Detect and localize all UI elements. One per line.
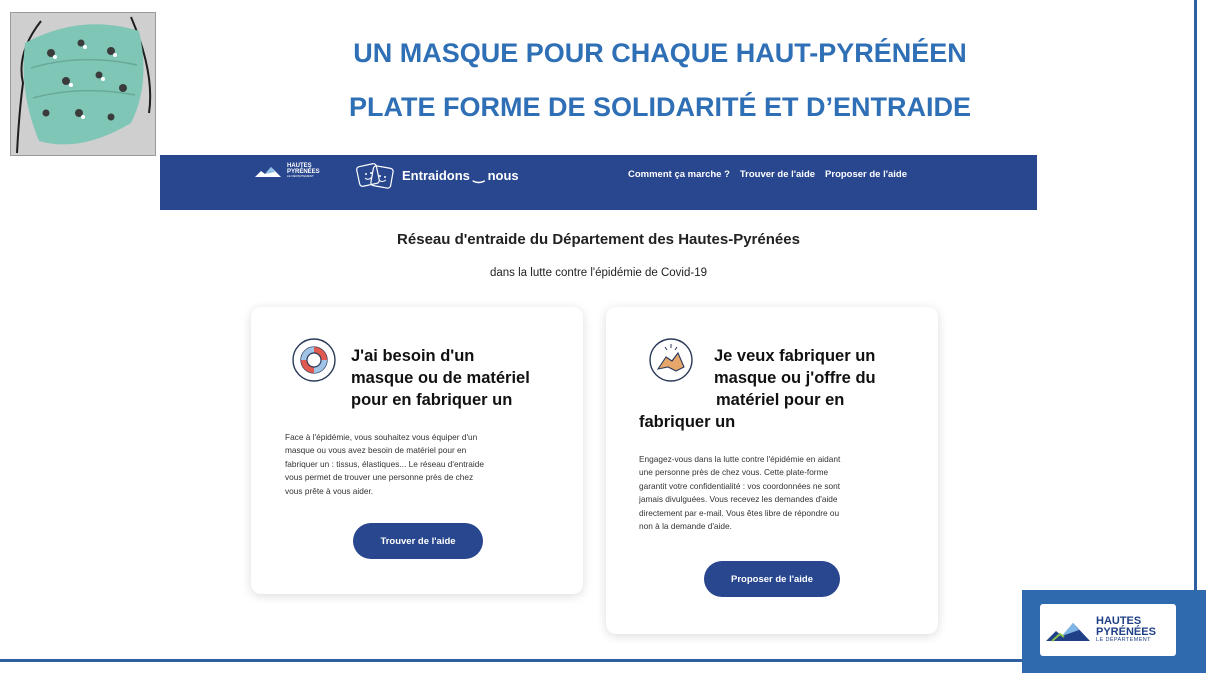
nav-logo-line-2: PYRÉNÉES <box>287 169 320 175</box>
card-offer-body-line: non à la demande d'aide. <box>639 521 732 532</box>
card-need-body <box>285 431 575 498</box>
card-offer-title-line: matériel pour en <box>716 391 845 409</box>
card-offer-title-line: masque ou j'offre du <box>714 369 876 387</box>
nav-link-proposer-aide[interactable]: Proposer de l'aide <box>825 169 908 180</box>
card-offer-title-line: Je veux fabriquer un <box>714 347 876 365</box>
slide-title-line-1: UN MASQUE POUR CHAQUE HAUT-PYRÉNÉEN <box>353 38 967 68</box>
card-need-body-line: fabriquer un : tissus, élastiques... Le réseau d'entraide <box>285 458 484 469</box>
nav-logo-line-1: HAUTES <box>287 163 312 169</box>
slide-title <box>160 26 1160 134</box>
card-offer-title <box>714 345 876 411</box>
logo-line-3: LE DÉPARTEMENT <box>1096 637 1151 644</box>
site-subheading: dans la lutte contre l'épidémie de Covid-19 <box>490 267 707 279</box>
website-screenshot <box>160 155 1037 645</box>
card-need-body-line: vous prête à vous aider. <box>285 485 374 496</box>
card-offer-body-line: Engagez-vous dans la lutte contre l'épidémie en aidant <box>639 454 841 464</box>
card-need-body-line: Face à l'épidémie, vous souhaitez vous équiper d'un <box>285 432 478 442</box>
faces-icon <box>356 161 396 191</box>
card-need-title-line: J'ai besoin d'un <box>351 347 475 365</box>
nav-link-comment-ca-marche[interactable]: Comment ça marche ? <box>628 169 730 180</box>
mask-image <box>11 13 155 155</box>
card-need-mask <box>251 307 583 594</box>
proposer-aide-button[interactable]: Proposer de l'aide <box>704 561 840 597</box>
card-need-title-line: masque ou de matériel <box>351 369 530 387</box>
card-offer-body-line: jamais divulguées. Vous recevez les demandes d'aide <box>639 494 838 505</box>
site-heading: Réseau d'entraide du Département des Hautes-Pyrénées <box>397 231 800 248</box>
card-offer-body-line: directement par e-mail. Vous êtes libre de répondre ou <box>639 507 840 518</box>
card-offer-body-line: une personne près de chez vous. Cette plate-forme <box>639 467 829 478</box>
nav-links <box>628 169 907 180</box>
card-offer-title-last-line: fabriquer un <box>639 413 736 431</box>
card-offer-help <box>606 307 938 634</box>
mountain-logo-icon <box>255 164 281 178</box>
slide-title-line-2: PLATE FORME DE SOLIDARITÉ ET D’ENTRAIDE <box>348 92 971 122</box>
nav-logo[interactable] <box>255 163 320 178</box>
handshake-icon <box>648 337 694 383</box>
mask-photo <box>10 12 156 156</box>
card-offer-body <box>639 453 933 533</box>
logo-line-2: PYRÉNÉES <box>1096 626 1156 639</box>
card-need-title-line: pour en fabriquer un <box>351 391 513 409</box>
nav-logo-line-3: LE DÉPARTEMENT <box>287 174 314 178</box>
card-need-body-line: vous permet de trouver une personne près de chez <box>285 472 474 483</box>
mountain-logo-icon <box>1046 617 1090 643</box>
navbar <box>160 155 1037 210</box>
nav-brand[interactable] <box>356 161 519 191</box>
logo-line-1: HAUTES <box>1096 615 1142 628</box>
card-need-title <box>351 345 530 411</box>
nav-link-trouver-aide[interactable]: Trouver de l'aide <box>739 169 816 180</box>
card-need-body-line: masque ou vous avez besoin de matériel pour en <box>285 445 467 456</box>
slide-border-bottom <box>0 659 1022 662</box>
lifebuoy-icon <box>291 337 337 383</box>
hautes-pyrenees-logo <box>1040 604 1176 656</box>
nav-brand-label: Entraidons ‿ nous <box>402 168 519 183</box>
slide-border-right <box>1194 0 1197 590</box>
card-offer-body-line: garantit votre confidentialité : vos coordonnées ne sont <box>639 480 841 491</box>
trouver-aide-button[interactable]: Trouver de l'aide <box>353 523 483 559</box>
